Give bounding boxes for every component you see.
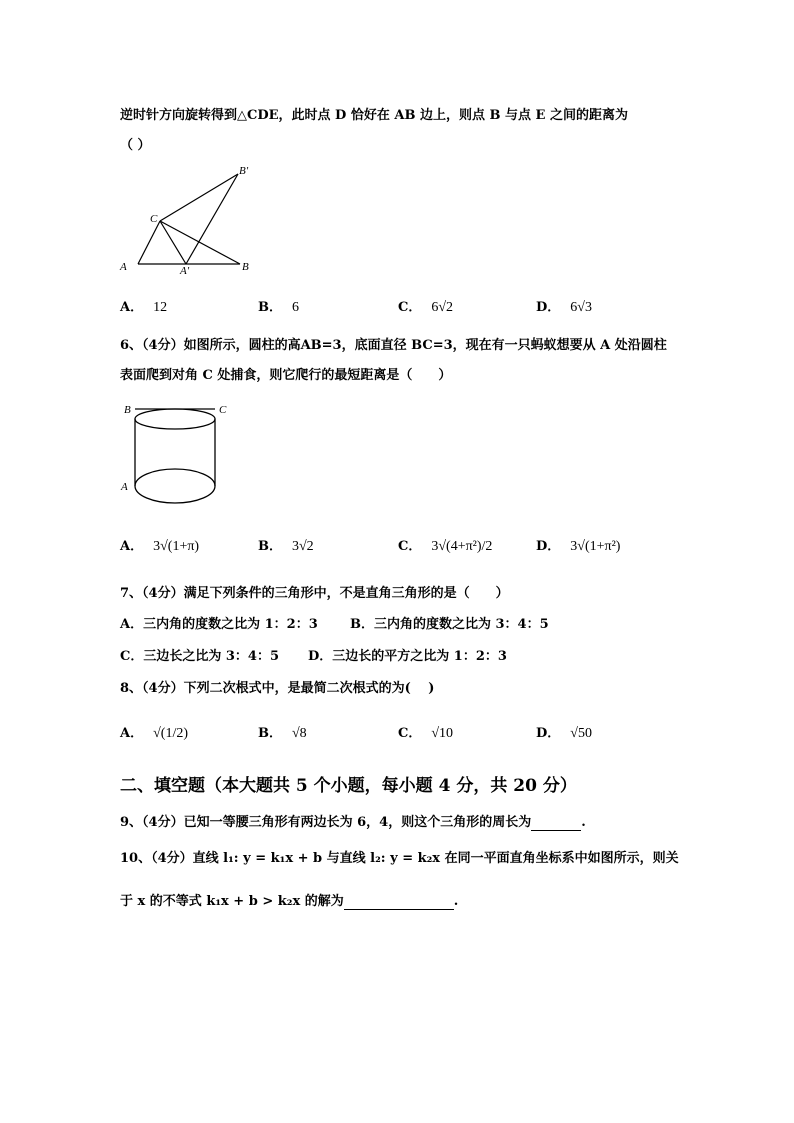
q6-stem-line2: 表面爬到对角 C 处捕食，则它爬行的最短距离是（ ） — [120, 368, 452, 383]
q10-text: 于 x 的不等式 k₁x + b > k₂x 的解为 — [120, 894, 344, 909]
q5-label-B: B — [242, 261, 249, 273]
q5-option-b-letter: B． — [258, 300, 282, 315]
q5-option-b[interactable] — [258, 296, 299, 316]
q9-end: . — [581, 815, 586, 830]
q6-option-b[interactable] — [258, 535, 314, 555]
q5-option-c-letter: C． — [398, 300, 422, 315]
q6-option-b-letter: B． — [258, 539, 282, 554]
q9-answer-blank[interactable] — [531, 815, 581, 831]
q8-option-b-value: √8 — [292, 726, 307, 741]
q6-option-d[interactable] — [536, 535, 620, 555]
q10-answer-blank[interactable] — [344, 894, 454, 910]
q6-option-d-value: 3√(1+π²) — [570, 539, 621, 554]
q6-stem-line1: 6、（4分）如图所示，圆柱的高AB=3，底面直径 BC=3，现在有一只蚂蚁想要从 A 处沿圆柱 — [120, 338, 667, 353]
q7-option-b[interactable]: B．三内角的度数之比为 3：4：5 — [350, 617, 549, 632]
section-2-heading: 二、填空题（本大题共 5 个小题，每小题 4 分，共 20 分） — [120, 776, 577, 796]
q5-option-d-letter: D． — [536, 300, 561, 315]
q5-label-A-prime: A′ — [180, 265, 190, 277]
q8-option-d-value: √50 — [570, 726, 592, 741]
q8-option-a-value: √(1/2) — [153, 726, 188, 741]
q6-cylinder-figure — [118, 398, 238, 508]
q5-option-c[interactable] — [398, 296, 453, 316]
q8-option-c[interactable] — [398, 722, 453, 742]
q5-option-b-value: 6 — [292, 300, 299, 315]
q9-line — [120, 811, 586, 831]
q10-end: . — [453, 894, 459, 909]
q6-option-b-value: 3√2 — [292, 539, 314, 554]
q6-option-d-letter: D． — [536, 539, 561, 554]
q8-option-d-letter: D． — [536, 726, 561, 741]
q7-option-a[interactable]: A．三内角的度数之比为 1：2：3 — [120, 617, 318, 632]
q8-option-d[interactable] — [536, 722, 592, 742]
q7-stem: 7、（4分）满足下列条件的三角形中，不是直角三角形的是（ ） — [120, 586, 509, 601]
q6-label-C: C — [219, 404, 227, 416]
q6-option-c-letter: C． — [398, 539, 422, 554]
q8-stem: 8、（4分）下列二次根式中，是最简二次根式的为( ) — [120, 681, 435, 696]
q6-option-a-value: 3√(1+π) — [153, 539, 200, 554]
q6-label-B: B — [124, 404, 131, 416]
q8-option-a[interactable] — [120, 722, 188, 742]
q9-text: 9、（4分）已知一等腰三角形有两边长为 6，4，则这个三角形的周长为 — [120, 815, 532, 830]
q5-option-a[interactable] — [120, 296, 167, 316]
q6-option-a[interactable] — [120, 535, 199, 555]
q5-option-d-value: 6√3 — [570, 300, 592, 315]
q7-option-d[interactable]: D．三边长的平方之比为 1：2：3 — [308, 649, 507, 664]
q5-option-a-letter: A． — [120, 300, 144, 315]
q5-option-c-value: 6√2 — [431, 300, 454, 315]
q5-label-B-prime: B′ — [239, 165, 249, 177]
q5-label-A: A — [120, 261, 127, 273]
q6-option-c-value: 3√(4+π²)/2 — [431, 539, 493, 554]
q6-label-A: A — [121, 481, 128, 493]
q5-triangle-figure — [118, 160, 268, 280]
q5-stem-line2: （ ） — [120, 138, 151, 153]
q8-option-b-letter: B． — [258, 726, 282, 741]
q6-option-a-letter: A． — [120, 539, 144, 554]
q8-option-c-value: √10 — [431, 726, 454, 741]
q5-stem-line1: 逆时针方向旋转得到△CDE，此时点 D 恰好在 AB 边上，则点 B 与点 E 之间的距离为 — [120, 108, 628, 123]
q8-option-b[interactable] — [258, 722, 307, 742]
q10-line2 — [120, 890, 458, 910]
q7-option-c[interactable]: C．三边长之比为 3：4：5 — [120, 649, 280, 664]
q8-option-a-letter: A． — [120, 726, 144, 741]
q8-option-c-letter: C． — [398, 726, 422, 741]
q5-option-a-value: 12 — [153, 300, 168, 315]
q6-option-c[interactable] — [398, 535, 492, 555]
q5-label-C: C — [150, 213, 158, 225]
q5-option-d[interactable] — [536, 296, 592, 316]
q10-stem-line1: 10、（4分）直线 l₁: y = k₁x + b 与直线 l₂: y = k₂x 在同一平面直角坐标系中如图所示，则关 — [120, 851, 679, 866]
